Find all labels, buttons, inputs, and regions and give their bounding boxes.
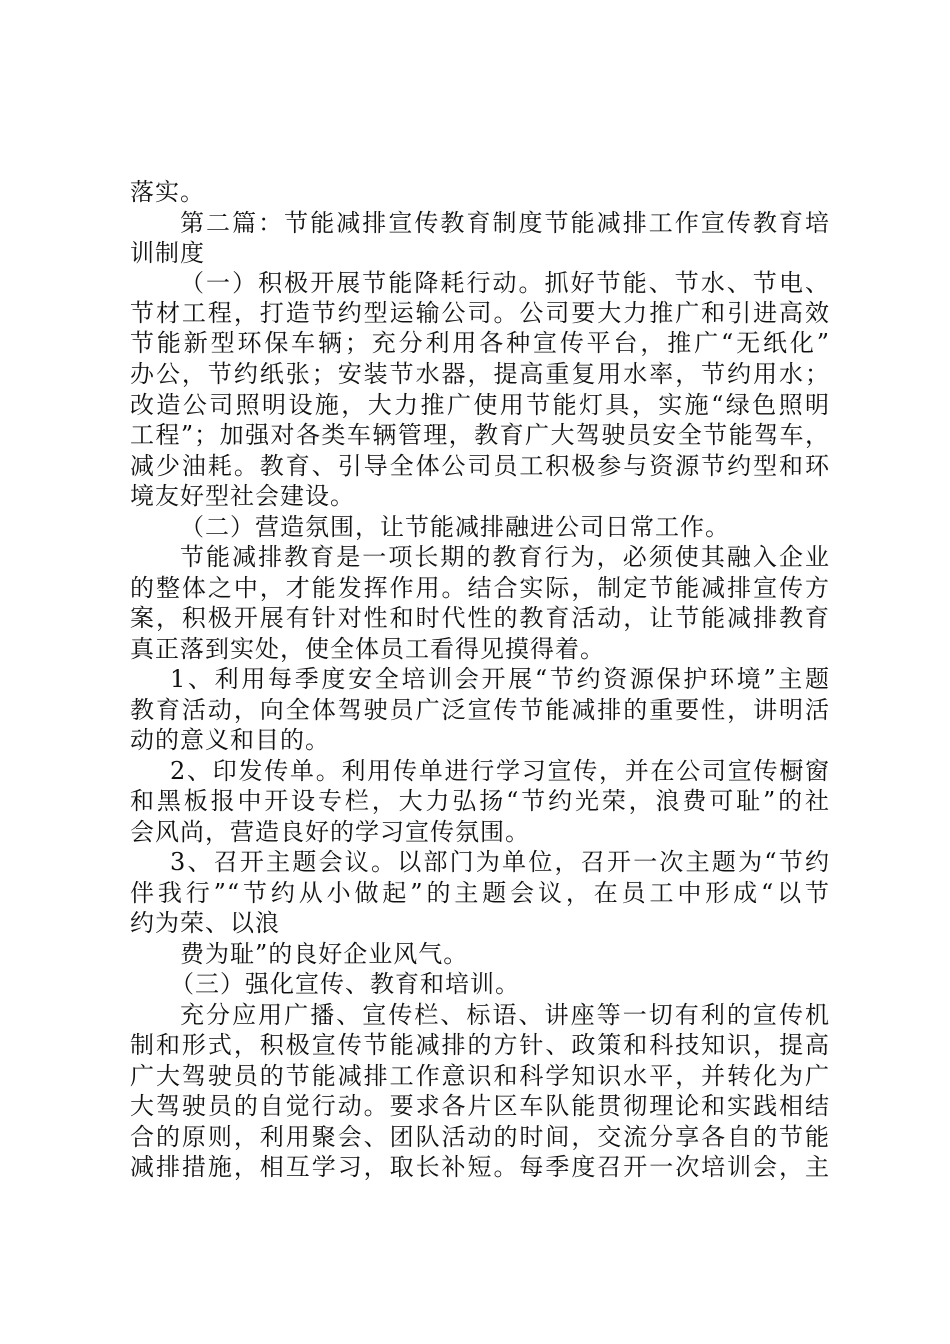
text-line: 节能新型环保车辆；充分利用各种宣传平台，推广“无纸化”: [130, 329, 830, 357]
text-line: 动的意义和目的。: [130, 726, 330, 754]
text-line: 落实。: [130, 178, 205, 206]
paragraph-start: 节能减排教育是一项长期的教育行为，必须使其融入企业: [180, 543, 830, 571]
section-heading: 第二篇：节能减排宣传教育制度节能减排工作宣传教育培: [180, 209, 830, 237]
paragraph-start: 充分应用广播、宣传栏、标语、讲座等一切有利的宣传机: [180, 1001, 830, 1029]
text-line: 案，积极开展有针对性和时代性的教育活动，让节能减排教育: [130, 604, 830, 632]
subheading: （二）营造氛围，让节能减排融进公司日常工作。: [180, 513, 730, 541]
text-line: 减少油耗。教育、引导全体公司员工积极参与资源节约型和环: [130, 452, 830, 480]
text-line: 真正落到实处，使全体员工看得见摸得着。: [130, 635, 605, 663]
list-item-start: 3、召开主题会议。以部门为单位，召开一次主题为“节约: [170, 848, 830, 876]
text-line: 境友好型社会建设。: [130, 482, 355, 510]
text-line: 和黑板报中开设专栏，大力弘扬“节约光荣，浪费可耻”的社: [130, 787, 830, 815]
text-line: 广大驾驶员的节能减排工作意识和科学知识水平，并转化为广: [130, 1062, 830, 1090]
text-line: 合的原则，利用聚会、团队活动的时间，交流分享各自的节能: [130, 1123, 830, 1151]
text-line: 大驾驶员的自觉行动。要求各片区车队能贯彻理论和实践相结: [130, 1092, 830, 1120]
text-line: 伴我行”“节约从小做起”的主题会议，在员工中形成“以节: [130, 879, 830, 907]
text-line: 改造公司照明设施，大力推广使用节能灯具，实施“绿色照明: [130, 391, 830, 419]
text-line: 节材工程，打造节约型运输公司。公司要大力推广和引进高效: [130, 299, 830, 327]
text-line: 制和形式，积极宣传节能减排的方针、政策和科技知识，提高: [130, 1031, 830, 1059]
list-item-start: 1、利用每季度安全培训会开展“节约资源保护环境”主题: [170, 665, 830, 693]
text-line: 约为荣、以浪: [130, 909, 280, 937]
section-heading-continued: 训制度: [130, 239, 205, 267]
subheading: （三）强化宣传、教育和培训。: [170, 970, 520, 998]
text-line: 减排措施，相互学习，取长补短。每季度召开一次培训会，主: [130, 1153, 830, 1181]
text-line: 费为耻”的良好企业风气。: [180, 940, 469, 968]
text-line: 会风尚，营造良好的学习宣传氛围。: [130, 818, 530, 846]
text-line: 办公，节约纸张；安装节水器，提高重复用水率，节约用水；: [130, 360, 830, 388]
text-line: 教育活动，向全体驾驶员广泛宣传节能减排的重要性，讲明活: [130, 696, 830, 724]
text-line: 的整体之中，才能发挥作用。结合实际，制定节能减排宣传方: [130, 574, 830, 602]
list-item-start: 2、印发传单。利用传单进行学习宣传，并在公司宣传橱窗: [170, 757, 830, 785]
subheading: （一）积极开展节能降耗行动。抓好节能、节水、节电、: [180, 269, 830, 297]
text-line: 工程”；加强对各类车辆管理，教育广大驾驶员安全节能驾车，: [130, 421, 830, 449]
